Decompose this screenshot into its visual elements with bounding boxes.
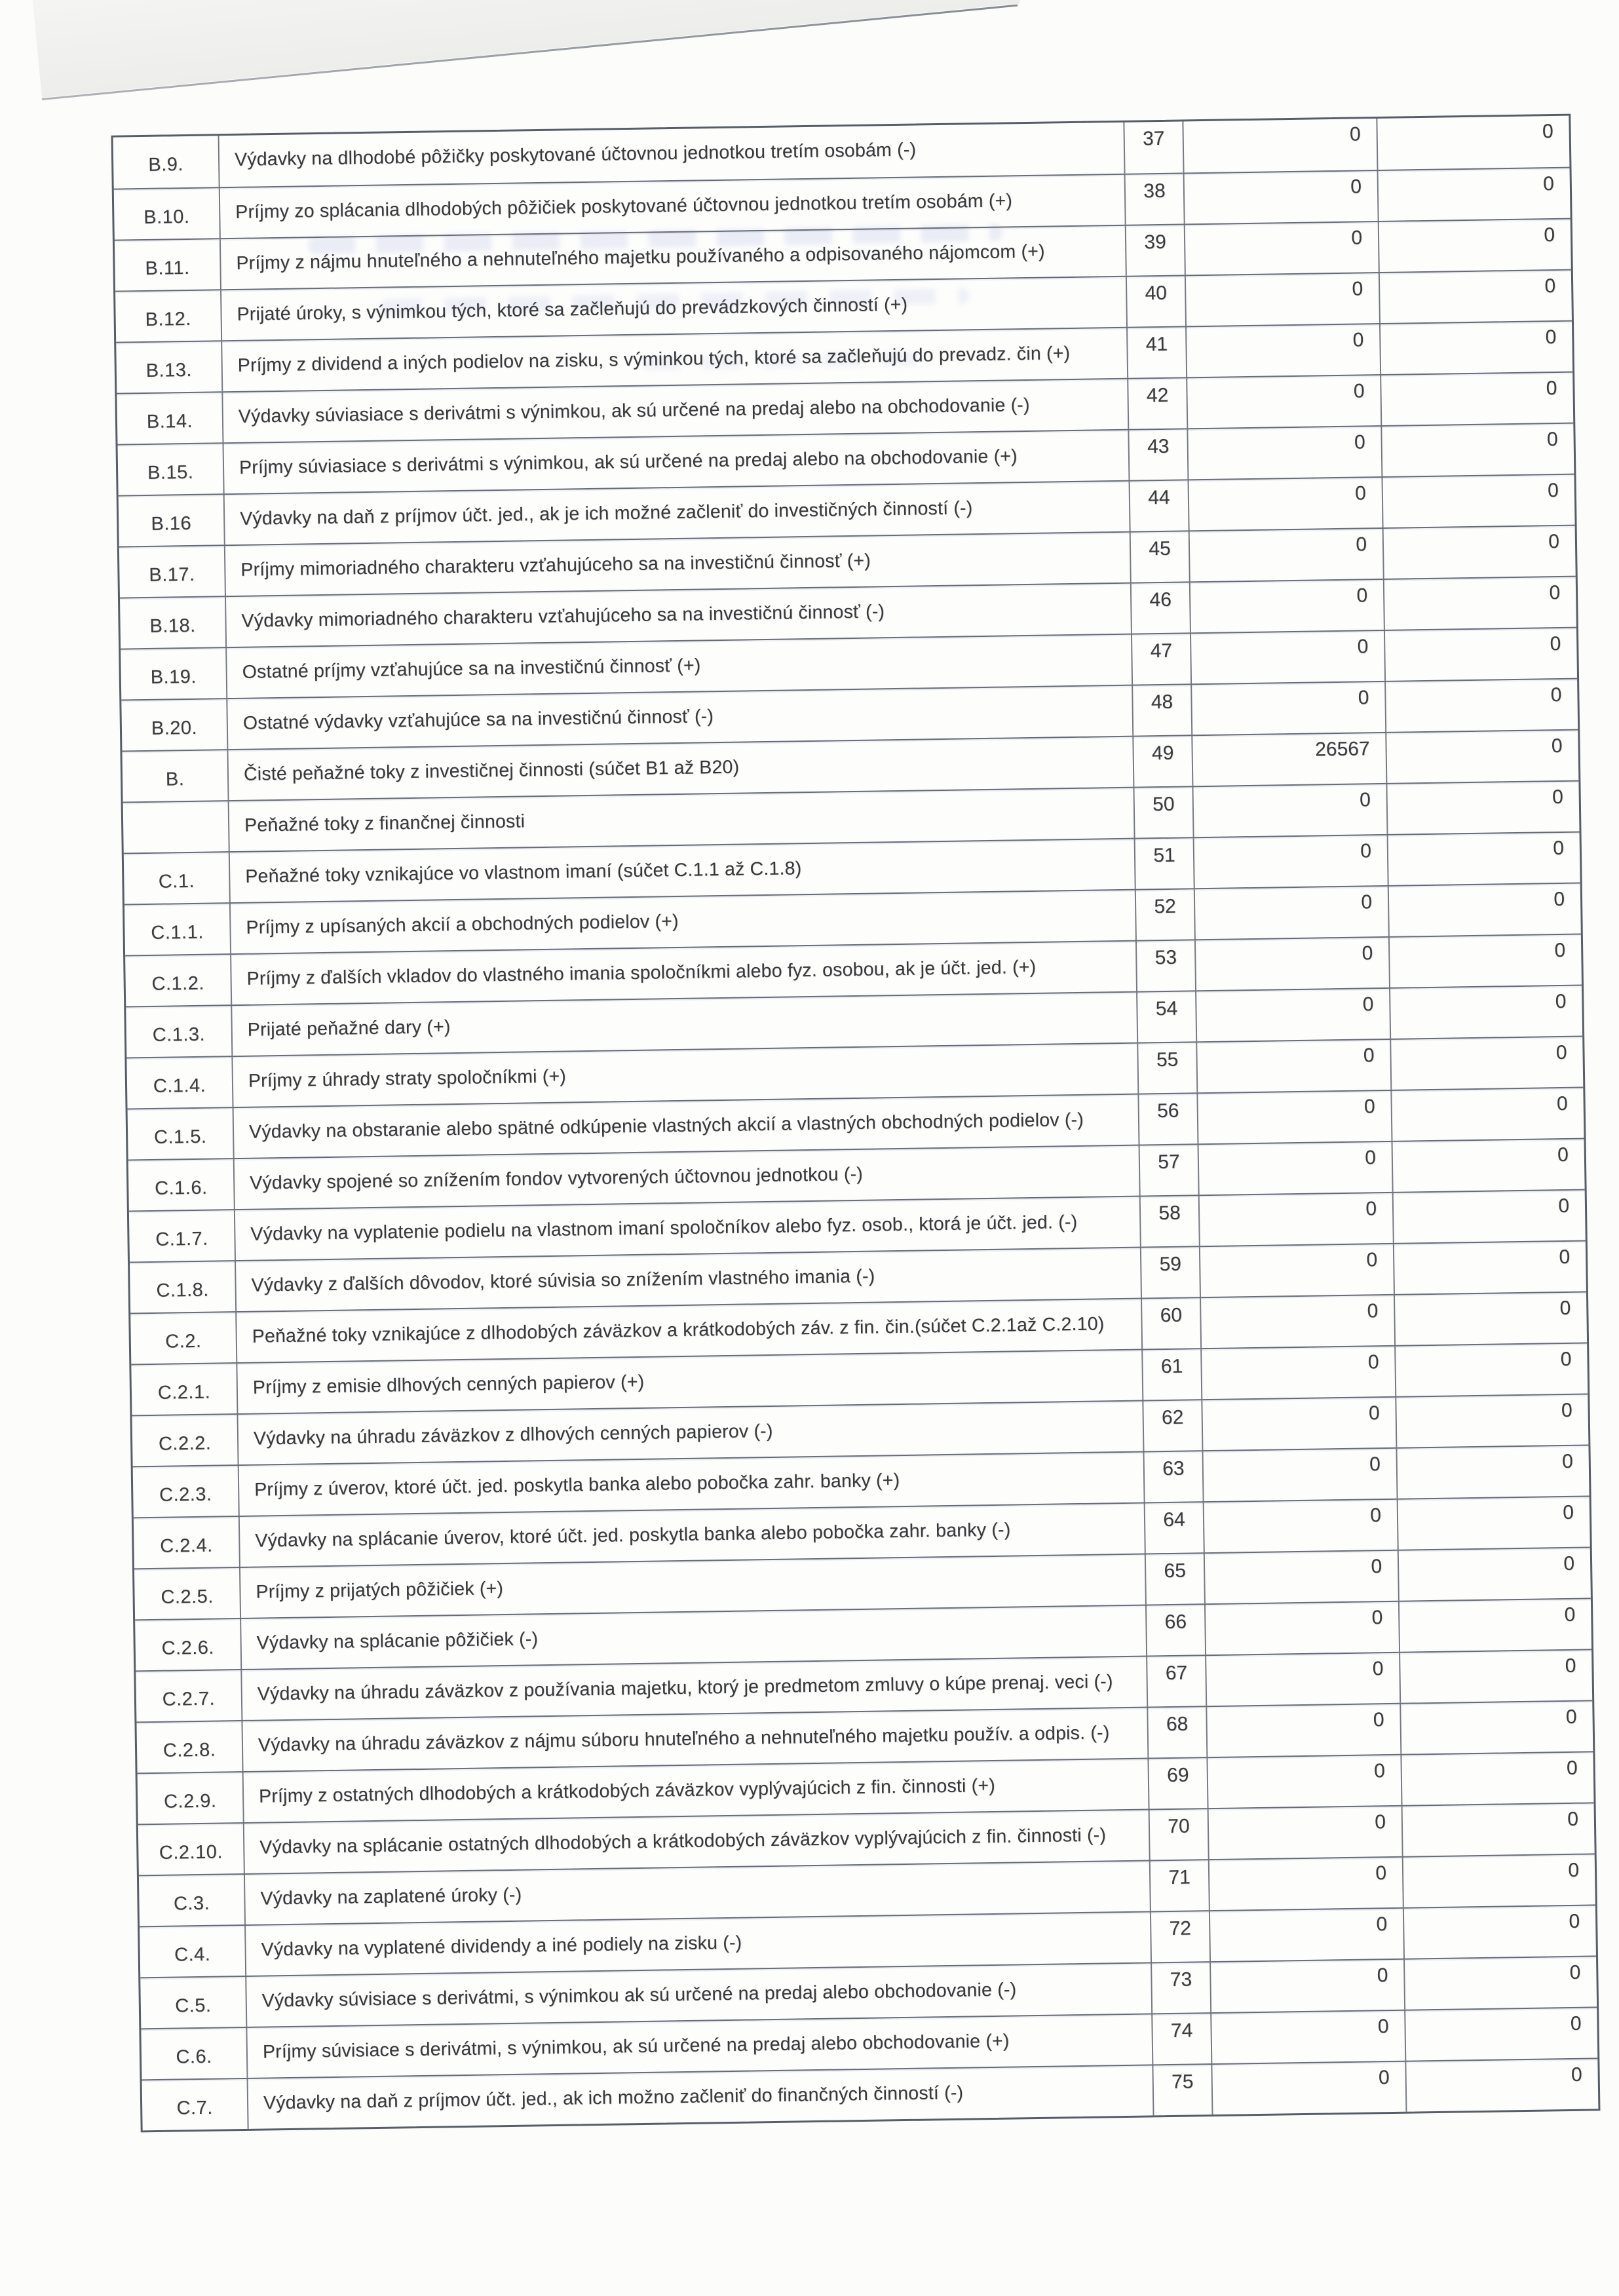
row-description-cell: Čisté peňažné toky z investičnej činnosti (súčet B1 až B20) xyxy=(227,737,1133,800)
row-value2-cell: 0 xyxy=(1403,1905,1596,1958)
row-value1-cell: 0 xyxy=(1203,1500,1398,1552)
row-code-cell: B.13. xyxy=(145,359,193,381)
row-value2-cell: 0 xyxy=(1383,577,1576,630)
row-value1-cell: 0 xyxy=(1208,1858,1403,1910)
row-number-cell: 56 xyxy=(1137,1094,1197,1144)
row-value1-cell: 0 xyxy=(1204,1551,1398,1603)
row-description-cell: Prijaté peňažné dary (+) xyxy=(231,993,1137,1056)
row-description-cell: Príjmy súviasiace s derivátmi s výnimkou, ak sú určené na predaj alebo na obchodovanie (+) xyxy=(223,430,1129,493)
row-number-cell: 49 xyxy=(1132,736,1192,786)
row-number-cell: 45 xyxy=(1130,531,1189,582)
row-value1-cell: 0 xyxy=(1186,375,1381,428)
row-code-cell: B.10. xyxy=(143,206,190,228)
row-number-cell: 64 xyxy=(1144,1502,1204,1553)
row-code-cell: C.2. xyxy=(165,1330,202,1352)
row-description-cell: Výdavky na obstaranie alebo spätné odkúpenie vlastných akcií a vlastných obchodných podielov (-) xyxy=(233,1095,1139,1158)
row-code-cell: C.2.3. xyxy=(159,1483,212,1506)
row-description-cell: Príjmy z dividend a iných podielov na zisku, s výminkou tých, ktoré sa začleňujú do prevadz. čin (+) xyxy=(221,328,1127,391)
row-description-cell: Príjmy z úhrady straty spoločníkmi (+) xyxy=(231,1044,1137,1107)
row-description-cell: Ostatné výdavky vzťahujúce sa na investičnú činnosť (-) xyxy=(226,686,1132,749)
row-value2-cell: 0 xyxy=(1398,1548,1591,1600)
row-code-cell: C.3. xyxy=(173,1892,210,1915)
row-value2-cell: 0 xyxy=(1401,1803,1595,1856)
row-value2-cell: 0 xyxy=(1400,1752,1593,1805)
row-description-cell: Peňažné toky vznikajúce vo vlastnom imaní (súčet C.1.1 až C.1.8) xyxy=(229,839,1135,902)
row-value2-cell: 0 xyxy=(1381,475,1574,527)
row-description-cell: Výdavky na zaplatené úroky (-) xyxy=(244,1861,1150,1924)
row-value1-cell: 0 xyxy=(1188,478,1382,530)
row-value2-cell: 0 xyxy=(1384,628,1577,681)
row-code-cell: B.19. xyxy=(150,666,197,688)
row-code-cell: C.1. xyxy=(158,870,195,892)
row-code-cell: C.1.6. xyxy=(154,1177,208,1199)
row-description-cell: Príjmy z prijatých pôžičiek (+) xyxy=(239,1555,1145,1618)
row-value1-cell: 0 xyxy=(1182,119,1377,172)
row-description-cell: Príjmy z upísaných akcií a obchodných podielov (+) xyxy=(229,890,1135,953)
row-description-cell: Ostatné príjmy vzťahujúce sa na investičnú činnosť (+) xyxy=(225,635,1132,698)
row-value1-cell: 0 xyxy=(1195,989,1390,1041)
row-number-cell: 65 xyxy=(1145,1554,1204,1604)
row-code-cell: C.1.4. xyxy=(153,1075,206,1097)
row-description-cell: Príjmy z emisie dlhových cenných papierov (+) xyxy=(236,1350,1142,1413)
row-description-cell: Výdavky mimoriadného charakteru vzťahujúceho sa na investičnú činnosť (-) xyxy=(225,584,1131,647)
row-number-cell: 61 xyxy=(1141,1349,1201,1400)
row-value1-cell: 0 xyxy=(1200,1347,1395,1399)
row-description-cell: Prijaté úroky, s výnimkou tých, ktoré sa začleňujú do prevádzkových činností (+) xyxy=(220,277,1126,340)
row-value2-cell: 0 xyxy=(1392,1139,1585,1192)
row-value1-cell: 0 xyxy=(1210,2011,1405,2063)
row-value2-cell: 0 xyxy=(1400,1701,1593,1753)
row-code-cell: C.5. xyxy=(175,1995,212,2017)
row-code-cell: C.2.2. xyxy=(158,1432,212,1455)
row-description-cell: Príjmy z ostatných dlhodobých a krátkodobých záväzkov vyplývajúcich z fin. činnosti (+) xyxy=(242,1759,1149,1822)
row-number-cell: 62 xyxy=(1142,1400,1202,1451)
row-description-cell: Výdavky na vyplatenie podielu na vlastnom imaní spoločníkov alebo fyz. osob., ktorá je účt. jed. (-) xyxy=(234,1197,1140,1260)
row-value2-cell: 0 xyxy=(1386,782,1579,834)
row-number-cell: 47 xyxy=(1131,634,1190,684)
row-value2-cell: 0 xyxy=(1390,1037,1583,1090)
row-description-cell: Peňažné toky vznikajúce z dlhodobých záväzkov a krátkodobých záv. z fin. čin.(súčet C.2.1až C.2.10) xyxy=(235,1299,1141,1362)
row-code-cell: C.1.2. xyxy=(151,972,205,995)
row-number-cell: 48 xyxy=(1132,685,1191,735)
row-number-cell: 75 xyxy=(1152,2065,1211,2115)
row-value1-cell: 0 xyxy=(1211,2062,1405,2114)
row-code-cell: B.17. xyxy=(149,564,195,586)
row-code-cell: C.2.6. xyxy=(161,1637,215,1659)
row-number-cell: 58 xyxy=(1139,1196,1199,1246)
row-number-cell: 69 xyxy=(1147,1758,1207,1808)
cashflow-statement-table xyxy=(111,114,1601,2133)
row-code-cell: C.2.8. xyxy=(162,1739,216,1761)
row-code-cell: B.16 xyxy=(151,512,192,535)
row-value1-cell: 0 xyxy=(1202,1449,1396,1501)
row-number-cell: 71 xyxy=(1149,1860,1209,1911)
row-value1-cell: 0 xyxy=(1183,171,1378,223)
row-description-cell: Výdavky na splácanie pôžičiek (-) xyxy=(240,1606,1146,1669)
row-value2-cell: 0 xyxy=(1404,2008,1597,2060)
row-code-cell: B.9. xyxy=(148,154,184,176)
row-value2-cell: 0 xyxy=(1378,220,1571,272)
row-code-cell: C.7. xyxy=(176,2097,214,2119)
row-description-cell: Výdavky na vyplatené dividendy a iné podiely na zisku (-) xyxy=(244,1912,1151,1975)
row-number-cell: 67 xyxy=(1146,1656,1206,1706)
row-description-cell: Výdavky na úhradu záväzkov z dlhových cenných papierov (-) xyxy=(237,1402,1143,1464)
row-code-cell: C.2.4. xyxy=(160,1535,213,1557)
row-code-cell: C.2.7. xyxy=(162,1688,216,1710)
scan-artifact-line xyxy=(42,5,1018,100)
row-code-cell: B.11. xyxy=(145,257,190,279)
row-code-cell: B. xyxy=(165,769,185,790)
row-number-cell: 40 xyxy=(1126,276,1185,326)
row-description-cell: Príjmy z ďalších vkladov do vlastného imania spoločníkmi alebo fyz. osobou, ak je účt. jed. (+) xyxy=(230,942,1136,1004)
row-value2-cell: 0 xyxy=(1385,731,1578,783)
row-number-cell: 72 xyxy=(1150,1911,1209,1962)
row-value1-cell: 0 xyxy=(1185,324,1380,377)
row-description-cell: Výdavky na dlhodobé pôžičky poskytované účtovnou jednotkou tretím osobám (-) xyxy=(218,123,1124,187)
row-value1-cell: 0 xyxy=(1200,1295,1394,1348)
row-number-cell: 74 xyxy=(1151,2014,1211,2064)
row-code-cell: C.6. xyxy=(176,2046,212,2068)
row-value2-cell: 0 xyxy=(1384,679,1578,732)
row-number-cell: 44 xyxy=(1129,480,1189,531)
row-value2-cell: 0 xyxy=(1380,373,1573,425)
row-number-cell: 66 xyxy=(1145,1605,1205,1655)
row-value2-cell: 0 xyxy=(1393,1241,1586,1293)
row-code-cell: B.12. xyxy=(145,308,192,330)
row-code-cell: B.18. xyxy=(149,615,196,637)
row-code-cell: B.14. xyxy=(146,410,193,432)
row-value1-cell: 0 xyxy=(1208,1807,1402,1859)
row-description-cell: Výdavky na úhradu záväzkov z nájmu súboru hnuteľného a nehnuteľného majetku použív. a odpis. (-) xyxy=(241,1708,1147,1771)
row-value1-cell: 0 xyxy=(1199,1244,1394,1297)
row-value1-cell: 0 xyxy=(1194,887,1388,939)
row-value2-cell: 0 xyxy=(1390,1088,1584,1141)
row-number-cell: 54 xyxy=(1136,991,1196,1042)
row-code-cell: C.2.5. xyxy=(161,1586,214,1608)
row-number-cell: 52 xyxy=(1135,889,1194,940)
row-number-cell: 37 xyxy=(1123,121,1183,173)
row-code-cell xyxy=(123,801,229,852)
row-value1-cell: 0 xyxy=(1198,1142,1392,1195)
row-value1-cell: 0 xyxy=(1205,1653,1400,1706)
row-code-cell: B.20. xyxy=(151,717,198,739)
row-value2-cell: 0 xyxy=(1399,1650,1592,1702)
row-code-cell: C.2.9. xyxy=(163,1790,217,1812)
row-number-cell: 68 xyxy=(1147,1707,1206,1757)
row-code-cell: B.15. xyxy=(147,461,194,484)
row-code-cell: C.1.5. xyxy=(153,1126,207,1148)
row-description-cell: Príjmy mimoriadného charakteru vzťahujúceho sa na investičnú činnosť (+) xyxy=(224,533,1130,596)
row-value2-cell: 0 xyxy=(1402,1854,1595,1907)
row-number-cell: 53 xyxy=(1135,940,1195,991)
row-value2-cell: 0 xyxy=(1394,1343,1588,1396)
row-value2-cell: 0 xyxy=(1392,1191,1586,1243)
row-value2-cell: 0 xyxy=(1379,322,1572,374)
row-value1-cell: 0 xyxy=(1206,1755,1401,1808)
row-code-cell: C.1.8. xyxy=(156,1279,210,1301)
row-code-cell: C.1.1. xyxy=(151,921,204,944)
row-number-cell: 42 xyxy=(1127,378,1187,429)
row-code-cell: C.1.7. xyxy=(155,1228,208,1250)
row-number-cell: 41 xyxy=(1126,327,1186,377)
row-value2-cell: 0 xyxy=(1398,1599,1591,1651)
row-code-cell: C.2.10. xyxy=(159,1841,223,1864)
row-value1-cell: 0 xyxy=(1204,1602,1399,1655)
row-description-cell: Výdavky na splácanie ostatných dlhodobých a krátkodobých záväzkov vyplývajúcich z fin. činnosti (-) xyxy=(243,1810,1149,1873)
row-value1-cell: 0 xyxy=(1209,1960,1404,2012)
row-number-cell: 38 xyxy=(1124,174,1184,224)
row-value1-cell: 0 xyxy=(1194,938,1389,990)
row-value2-cell: 0 xyxy=(1389,986,1582,1039)
row-value1-cell: 0 xyxy=(1206,1704,1400,1757)
row-description-cell: Výdavky na daň z príjmov účt. jed., ak je ich možné začleniť do investičných činností (-) xyxy=(223,482,1130,545)
row-number-cell: 51 xyxy=(1134,838,1194,889)
row-number-cell: 46 xyxy=(1130,583,1190,633)
row-value1-cell: 0 xyxy=(1192,784,1386,837)
row-number-cell: 50 xyxy=(1133,787,1192,837)
row-number-cell: 70 xyxy=(1149,1809,1208,1860)
row-value1-cell: 26567 xyxy=(1191,733,1386,786)
row-value1-cell: 0 xyxy=(1187,427,1381,479)
row-value2-cell: 0 xyxy=(1396,1445,1589,1498)
row-value2-cell: 0 xyxy=(1387,833,1580,885)
row-value2-cell: 0 xyxy=(1395,1394,1588,1447)
row-value2-cell: 0 xyxy=(1379,271,1572,323)
row-value1-cell: 0 xyxy=(1209,1909,1403,1961)
row-value2-cell: 0 xyxy=(1377,168,1571,221)
row-description-cell: Príjmy súvisiace s derivátmi, s výnimkou, ak sú určené na predaj alebo obchodovanie (+) xyxy=(246,2014,1152,2077)
row-number-cell: 43 xyxy=(1128,429,1187,480)
row-value1-cell: 0 xyxy=(1196,1091,1391,1143)
row-value1-cell: 0 xyxy=(1190,682,1385,735)
row-description-cell: Príjmy zo splácania dlhodobých pôžičiek poskytované účtovnou jednotkou tretím osobám (+) xyxy=(219,175,1125,238)
row-value2-cell: 0 xyxy=(1381,424,1574,476)
row-description-cell: Výdavky na splácanie úverov, ktoré účt. jed. poskytla banka alebo pobočka zahr. banky (-) xyxy=(238,1504,1145,1567)
row-value1-cell: 0 xyxy=(1196,1040,1390,1092)
row-description-cell: Peňažné toky z finančnej činnosti xyxy=(228,788,1134,851)
scan-sheet-edge-shading xyxy=(23,0,1020,98)
row-number-cell: 60 xyxy=(1141,1298,1200,1349)
row-description-cell: Výdavky súvisiace s derivátmi, s výnimkou ak sú určené na predaj alebo obchodovanie (-) xyxy=(245,1963,1151,2026)
row-number-cell: 63 xyxy=(1143,1451,1203,1502)
row-value2-cell: 0 xyxy=(1388,935,1582,987)
row-number-cell: 59 xyxy=(1140,1247,1200,1297)
row-value2-cell: 0 xyxy=(1397,1497,1590,1549)
row-value1-cell: 0 xyxy=(1190,631,1384,683)
row-description-cell: Výdavky spojené so znížením fondov vytvorených účtovnou jednotkou (-) xyxy=(233,1146,1139,1209)
row-description-cell: Výdavky na úhradu záväzkov z používania majetku, ktorý je predmetom zmluvy o kúpe prenaj. veci (-) xyxy=(240,1657,1147,1720)
row-number-cell: 39 xyxy=(1125,225,1185,275)
row-number-cell: 73 xyxy=(1151,1962,1210,2013)
row-value1-cell: 0 xyxy=(1201,1398,1396,1450)
row-code-cell: C.4. xyxy=(174,1943,211,1966)
row-value2-cell: 0 xyxy=(1382,526,1576,579)
row-value2-cell: 0 xyxy=(1403,1957,1597,2009)
row-value2-cell: 0 xyxy=(1405,2059,1598,2111)
row-value1-cell: 0 xyxy=(1184,222,1379,275)
row-value1-cell: 0 xyxy=(1193,835,1388,888)
row-value2-cell: 0 xyxy=(1388,884,1581,936)
row-description-cell: Príjmy z nájmu hnuteľného a nehnuteľného majetku používaného a odpisovaného nájomcom (+) xyxy=(219,226,1126,289)
row-description-cell: Výdavky súviasiace s derivátmi s výnimkou, ak sú určené na predaj alebo na obchodovanie (-) xyxy=(221,379,1128,442)
row-value1-cell: 0 xyxy=(1189,580,1384,632)
row-number-cell: 55 xyxy=(1137,1043,1196,1093)
row-description-cell: Výdavky na daň z príjmov účt. jed., ak ich možno začleniť do finančných činností (-) xyxy=(247,2065,1153,2128)
row-value1-cell: 0 xyxy=(1185,273,1379,326)
row-code-cell: C.2.1. xyxy=(157,1381,211,1404)
row-value1-cell: 0 xyxy=(1198,1193,1393,1246)
row-description-cell: Výdavky z ďalších dôvodov, ktoré súvisia so znížením vlastného imania (-) xyxy=(235,1248,1141,1311)
row-value1-cell: 0 xyxy=(1189,529,1383,581)
row-number-cell: 57 xyxy=(1139,1145,1198,1195)
row-value2-cell: 0 xyxy=(1376,116,1569,170)
row-code-cell: C.1.3. xyxy=(152,1024,206,1046)
row-description-cell: Príjmy z úverov, ktoré účt. jed. poskytla banka alebo pobočka zahr. banky (+) xyxy=(238,1453,1144,1516)
row-value2-cell: 0 xyxy=(1394,1292,1587,1345)
